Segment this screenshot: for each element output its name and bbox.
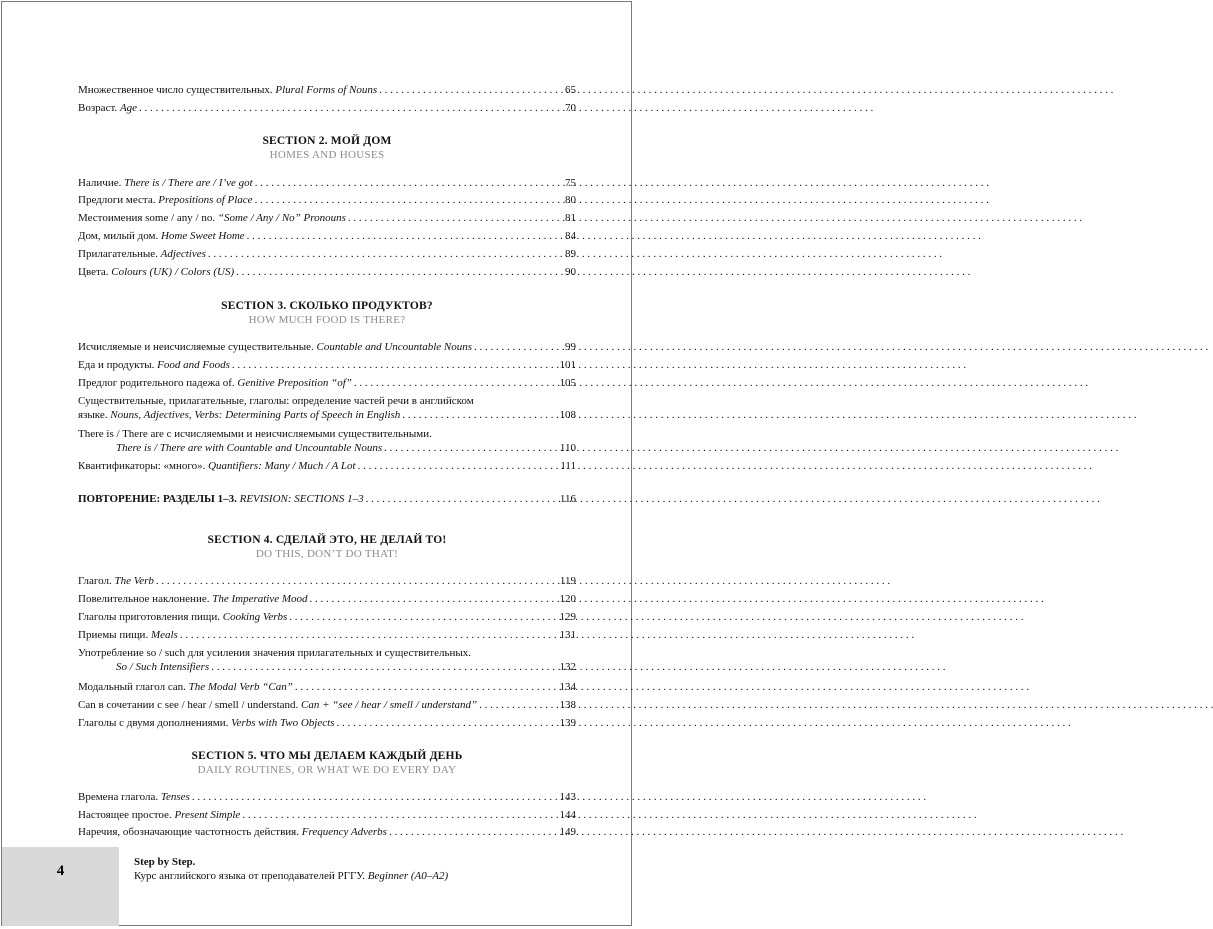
leader-dots — [402, 408, 557, 422]
toc-entry[interactable] — [78, 340, 576, 354]
toc-entry[interactable] — [78, 176, 576, 190]
toc-entry-multiline[interactable] — [78, 394, 576, 422]
entry-en: Cooking Verbs — [222, 611, 288, 623]
page-number: 84 — [565, 230, 576, 242]
entry-ru: Исчисляемые и неисчисляемые существительные. — [78, 341, 314, 353]
leader-dots — [336, 716, 557, 730]
entry-ru: Глаголы приготовления пищи. — [78, 611, 221, 623]
entry-en: Genitive Preposition “of” — [237, 377, 352, 389]
page-number: 110 — [559, 442, 576, 454]
leader-dots — [354, 376, 558, 390]
leader-dots — [366, 492, 558, 506]
leader-dots — [310, 592, 558, 606]
entry-en: REVISION: SECTIONS 1–3 — [239, 493, 364, 505]
page-number: 108 — [559, 409, 576, 421]
section-5-heading — [78, 749, 576, 777]
toc-entry[interactable] — [78, 265, 576, 279]
footer-page-number: 4 — [56, 863, 65, 879]
leader-dots — [156, 574, 558, 588]
toc-entry[interactable] — [78, 716, 576, 730]
leader-dots — [211, 660, 557, 674]
leader-dots — [208, 247, 563, 261]
footer-page-box — [2, 847, 119, 926]
toc-entry[interactable] — [78, 610, 576, 624]
entry-en: Adjectives — [160, 248, 206, 260]
toc-entry[interactable] — [78, 825, 576, 839]
toc-entry[interactable] — [78, 83, 576, 97]
page-number: 105 — [559, 377, 576, 389]
entry-en: The Modal Verb “Can” — [188, 681, 293, 693]
entry-ru: Еда и продукты. — [78, 359, 155, 371]
toc-entry[interactable] — [78, 459, 576, 473]
leader-dots — [139, 101, 563, 115]
entry-ru: Наличие. — [78, 177, 122, 189]
entry-en: Verbs with Two Objects — [231, 717, 335, 729]
page-number: 111 — [560, 460, 576, 472]
entry-ru: Приемы пищи. — [78, 629, 149, 641]
entry-ru: Местоимения some / any / no. — [78, 212, 216, 224]
entry-ru: Предлог родительного падежа of. — [78, 377, 235, 389]
entry-en: Colours (UK) / Colors (US) — [111, 266, 235, 278]
entry-ru: Времена глагола. — [78, 791, 159, 803]
entry-line-1: Употребление so / such для усиления значения прилагательных и существительных. — [78, 647, 471, 659]
leader-dots — [232, 358, 558, 372]
toc-entry-revision[interactable] — [78, 492, 576, 506]
leader-dots — [474, 340, 563, 354]
toc-entry[interactable] — [78, 376, 576, 390]
toc-entry[interactable] — [78, 592, 576, 606]
page-number: 81 — [565, 212, 576, 224]
leader-dots — [192, 790, 558, 804]
entry-ru: Повелительное наклонение. — [78, 593, 210, 605]
section-subtitle: DAILY ROUTINES, OR WHAT WE DO EVERY DAY — [197, 764, 457, 776]
entry-ru: Глагол. — [78, 575, 112, 587]
leader-dots — [255, 176, 563, 190]
entry-ru: Can в сочетании с see / hear / smell / understand. — [78, 699, 299, 711]
entry-en: Present Simple — [174, 809, 241, 821]
leader-dots — [247, 229, 563, 243]
entry-en: Frequency Adverbs — [301, 826, 387, 838]
entry-en: Plural Forms of Nouns — [275, 84, 378, 96]
entry-ru: Квантификаторы: «много». — [78, 460, 206, 472]
entry-en: The Imperative Mood — [212, 593, 308, 605]
page-number: 129 — [559, 611, 576, 623]
leader-dots — [242, 808, 557, 822]
toc-entry[interactable] — [78, 193, 576, 207]
entry-en: Age — [119, 102, 138, 114]
entry-ru: Глаголы с двумя дополнениями. — [78, 717, 229, 729]
page-number: 138 — [559, 699, 576, 711]
entry-en: The Verb — [114, 575, 154, 587]
section-title: SECTION 5. ЧТО МЫ ДЕЛАЕМ КАЖДЫЙ ДЕНЬ — [191, 750, 463, 762]
entry-en: Tenses — [160, 791, 190, 803]
toc-entry[interactable] — [78, 808, 576, 822]
section-subtitle: DO THIS, DON’T DO THAT! — [255, 548, 399, 560]
footer-subtitle-ru: Курс английского языка от преподавателей РГГУ. — [134, 870, 366, 882]
toc-entry[interactable] — [78, 247, 576, 261]
page-number: 65 — [565, 84, 576, 96]
toc-entry[interactable] — [78, 211, 576, 225]
toc-entry[interactable] — [78, 101, 576, 115]
leader-dots — [479, 698, 557, 712]
page-number: 134 — [559, 681, 576, 693]
toc-entry[interactable] — [78, 628, 576, 642]
entry-en: “Some / Any / No” Pronouns — [217, 212, 346, 224]
footer-book-title: Step by Step. — [134, 856, 196, 868]
page-number: 101 — [559, 359, 576, 371]
page-number: 89 — [565, 248, 576, 260]
leader-dots — [384, 441, 558, 455]
entry-en: Nouns, Adjectives, Verbs: Determining Parts of Speech in English — [110, 409, 401, 421]
section-subtitle: HOW MUCH FOOD IS THERE? — [248, 314, 406, 326]
leader-dots — [180, 628, 558, 642]
entry-ru: Модальный глагол can. — [78, 681, 186, 693]
entry-ru: ПОВТОРЕНИЕ: РАЗДЕЛЫ 1–3. — [78, 493, 237, 505]
page-number: 139 — [559, 717, 576, 729]
entry-en: So / Such Intensifiers — [116, 661, 210, 673]
entry-ru: Возраст. — [78, 102, 118, 114]
entry-en: Meals — [150, 629, 178, 641]
leader-dots — [358, 459, 559, 473]
entry-ru: Множественное число существительных. — [78, 84, 273, 96]
page-number: 80 — [565, 194, 576, 206]
leader-dots — [389, 825, 558, 839]
entry-ru: Наречия, обозначающие частотность действия. — [78, 826, 299, 838]
footer-running-title — [134, 855, 448, 883]
toc-entry[interactable] — [78, 698, 576, 712]
leader-dots — [295, 680, 558, 694]
page-number: 120 — [559, 593, 576, 605]
page-number: 143 — [559, 791, 576, 803]
entry-en: There is / There are / I’ve got — [124, 177, 253, 189]
leader-dots — [255, 193, 563, 207]
entry-en: Quantifiers: Many / Much / A Lot — [208, 460, 356, 472]
toc-entry-multiline[interactable] — [78, 646, 576, 674]
section-subtitle: HOMES AND HOUSES — [269, 149, 385, 161]
section-2-heading — [78, 134, 576, 162]
entry-en: Countable and Uncountable Nouns — [316, 341, 473, 353]
page-number: 131 — [559, 629, 576, 641]
toc-entry[interactable] — [78, 358, 576, 372]
entry-en: Can + “see / hear / smell / understand” — [301, 699, 478, 711]
toc-entry[interactable] — [78, 229, 576, 243]
section-4-heading — [78, 533, 576, 561]
section-3-heading — [78, 299, 576, 327]
toc-entry-multiline[interactable] — [78, 427, 576, 455]
section-title: SECTION 2. МОЙ ДОМ — [262, 135, 392, 147]
toc-entry[interactable] — [78, 790, 576, 804]
entry-ru: Предлоги места. — [78, 194, 156, 206]
leader-dots — [379, 83, 563, 97]
entry-ru: языке. — [78, 409, 108, 421]
entry-en: There is / There are with Countable and Uncountable Nouns — [116, 442, 383, 454]
page-number: 132 — [559, 661, 576, 673]
entry-ru: Цвета. — [78, 266, 109, 278]
entry-en: Prepositions of Place — [158, 194, 253, 206]
leader-dots — [289, 610, 557, 624]
page-number: 116 — [559, 493, 576, 505]
leader-dots — [348, 211, 563, 225]
toc-entry[interactable] — [78, 574, 576, 588]
section-title: SECTION 3. СКОЛЬКО ПРОДУКТОВ? — [221, 300, 433, 312]
page-number: 99 — [565, 341, 576, 353]
entry-en: Food and Foods — [157, 359, 230, 371]
entry-ru: Настоящее простое. — [78, 809, 172, 821]
entry-ru: Прилагательные. — [78, 248, 158, 260]
page-number: 90 — [565, 266, 576, 278]
entry-line-1: There is / There are с исчисляемыми и неисчисляемыми существительными. — [78, 428, 432, 440]
entry-en: Home Sweet Home — [160, 230, 245, 242]
footer-subtitle-en: Beginner (A0–A2) — [367, 870, 449, 882]
entry-line-1: Существительные, прилагательные, глаголы: определение частей речи в английском — [78, 395, 474, 407]
page-number: 75 — [565, 177, 576, 189]
section-title: SECTION 4. СДЕЛАЙ ЭТО, НЕ ДЕЛАЙ ТО! — [207, 534, 447, 546]
page-number: 149 — [559, 826, 576, 838]
toc-entry[interactable] — [78, 680, 576, 694]
page-number: 70 — [565, 102, 576, 114]
page-number: 119 — [559, 575, 576, 587]
page-number: 144 — [559, 809, 576, 821]
leader-dots — [236, 265, 563, 279]
entry-ru: Дом, милый дом. — [78, 230, 159, 242]
